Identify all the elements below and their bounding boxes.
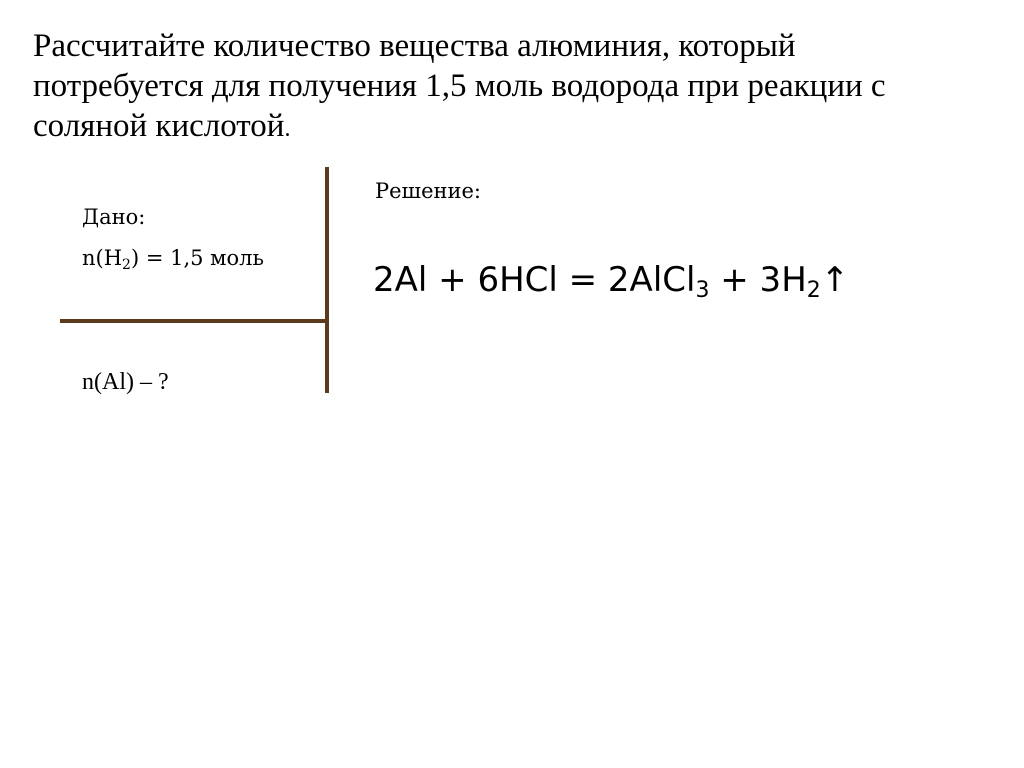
- problem-line-3-text: соляной кислотой: [33, 108, 285, 144]
- vertical-divider: [325, 167, 329, 393]
- equation-subscript-2: 2: [806, 278, 821, 303]
- given-h2-amount: [82, 244, 264, 272]
- problem-line-3: [33, 106, 963, 149]
- given-h2-suffix: ) = 1,5 моль: [130, 246, 264, 270]
- given-h2-subscript: 2: [122, 257, 131, 273]
- reaction-equation: [373, 258, 849, 302]
- given-label: Дано:: [82, 205, 146, 229]
- problem-period: .: [284, 116, 291, 142]
- equation-part-2: + 3H: [709, 260, 807, 300]
- equation-part-1: 2Al + 6HCl = 2AlCl: [373, 260, 696, 300]
- horizontal-divider: [60, 319, 329, 323]
- given-h2-prefix: n(H: [82, 246, 123, 270]
- problem-line-2: потребуется для получения 1,5 моль водорода при реакции с: [33, 68, 886, 104]
- unknown-al-amount: n(Al) – ?: [82, 369, 169, 395]
- problem-line-1: Рассчитайте количество вещества алюминия, который: [33, 28, 796, 64]
- solution-label: Решение:: [375, 179, 482, 203]
- problem-statement: [33, 26, 963, 149]
- equation-subscript-3: 3: [695, 278, 710, 303]
- gas-arrow-icon: ↑: [820, 260, 850, 300]
